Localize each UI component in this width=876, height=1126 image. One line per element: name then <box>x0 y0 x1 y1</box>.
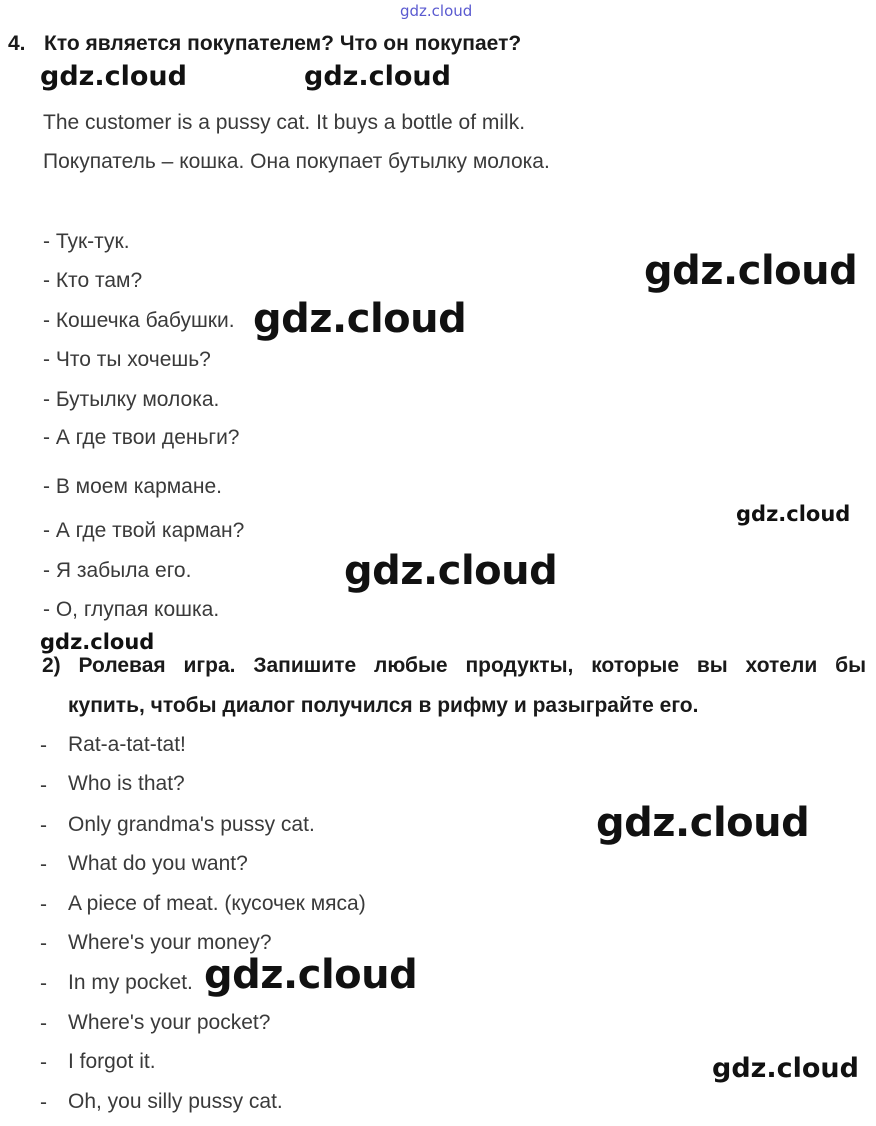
dialogue-line: Rat-a-tat-tat! <box>68 733 186 756</box>
dialogue-line: Who is that? <box>68 772 185 795</box>
dialogue-line: - Кто там? <box>43 269 143 292</box>
watermark: gdz.cloud <box>644 248 858 294</box>
dialogue-line: In my pocket. <box>68 971 193 994</box>
dialogue-line: - О, глупая кошка. <box>43 598 220 621</box>
dash-marker: - <box>40 734 47 757</box>
watermark: gdz.cloud <box>596 800 810 846</box>
dash-marker: - <box>40 1012 47 1035</box>
dash-marker: - <box>40 972 47 995</box>
dialogue-line: - Тук-тук. <box>43 230 130 253</box>
watermark: gdz.cloud <box>304 61 451 92</box>
dialogue-line: Oh, you silly pussy cat. <box>68 1090 283 1113</box>
watermark: gdz.cloud <box>736 502 851 526</box>
answer-english: The customer is a pussy cat. It buys a bottle of milk. <box>43 111 526 134</box>
watermark: gdz.cloud <box>344 548 558 594</box>
watermark-top: gdz.cloud <box>400 2 473 20</box>
dash-marker: - <box>40 814 47 837</box>
answer-russian: Покупатель – кошка. Она покупает бутылку молока. <box>43 150 550 173</box>
dash-marker: - <box>40 893 47 916</box>
dash-marker: - <box>40 853 47 876</box>
watermark: gdz.cloud <box>712 1053 859 1084</box>
watermark: gdz.cloud <box>40 630 155 654</box>
dialogue-line: Only grandma's pussy cat. <box>68 813 315 836</box>
dialogue-line: A piece of meat. (кусочек мяса) <box>68 892 366 915</box>
watermark: gdz.cloud <box>253 296 467 342</box>
dash-marker: - <box>40 774 47 797</box>
dialogue-line: Where's your money? <box>68 931 272 954</box>
dialogue-line: - Бутылку молока. <box>43 388 220 411</box>
task2-instruction-line2: купить, чтобы диалог получился в рифму и разыграйте его. <box>68 694 699 717</box>
dash-marker: - <box>40 1051 47 1074</box>
dialogue-line: Where's your pocket? <box>68 1011 271 1034</box>
task4-number: 4. <box>8 32 26 55</box>
task2-instruction-line1 <box>42 654 866 678</box>
task2-line1-text: 2) Ролевая игра. Запишите любые продукты, которые вы хотели бы <box>42 654 866 677</box>
dash-marker: - <box>40 1091 47 1114</box>
dialogue-line: - В моем кармане. <box>43 475 222 498</box>
dialogue-line: - Что ты хочешь? <box>43 348 211 371</box>
watermark: gdz.cloud <box>40 61 187 92</box>
task4-question: Кто является покупателем? Что он покупает? <box>44 32 522 55</box>
dash-marker: - <box>40 932 47 955</box>
dialogue-line: - А где твои деньги? <box>43 426 240 449</box>
dialogue-line: - А где твой карман? <box>43 519 245 542</box>
dialogue-line: - Кошечка бабушки. <box>43 309 235 332</box>
dialogue-line: - Я забыла его. <box>43 559 192 582</box>
watermark: gdz.cloud <box>204 952 418 998</box>
dialogue-line: What do you want? <box>68 852 248 875</box>
dialogue-line: I forgot it. <box>68 1050 156 1073</box>
